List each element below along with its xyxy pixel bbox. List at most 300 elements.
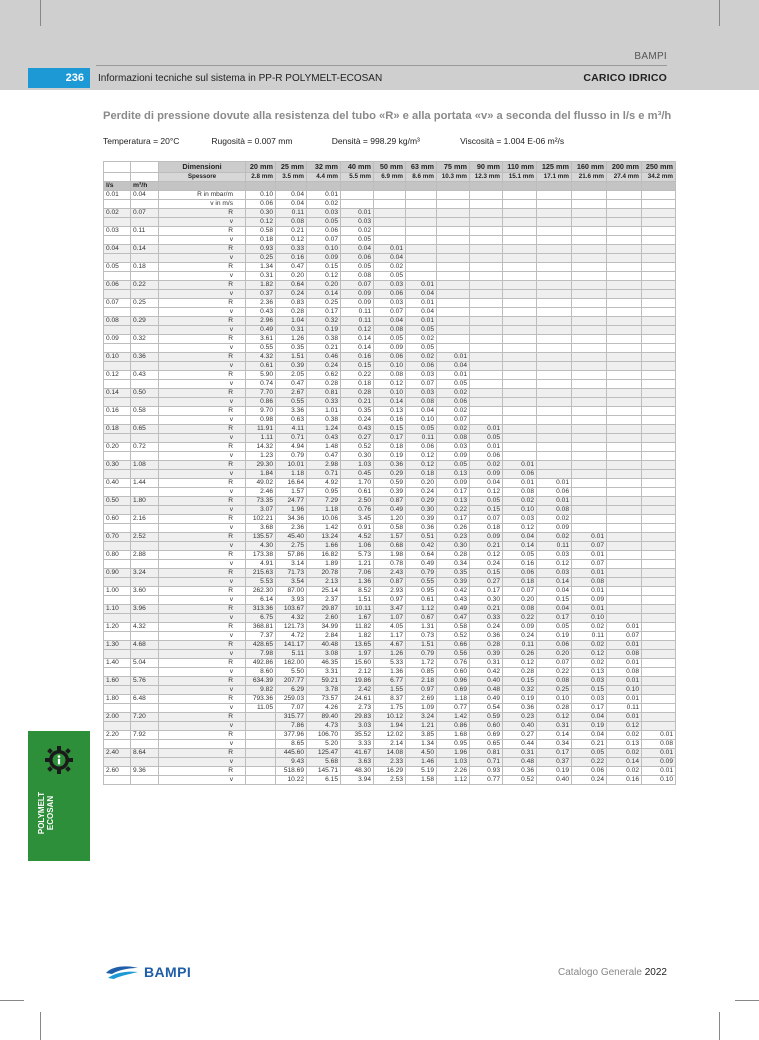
flow-m3h-cell: 0.36: [131, 353, 159, 362]
velocity-cell: 0.67: [406, 614, 437, 623]
resistance-cell: 0.87: [374, 497, 406, 506]
resistance-cell: 0.28: [437, 551, 470, 560]
flow-m3h-cell: [131, 632, 159, 641]
velocity-cell: 0.37: [246, 290, 276, 299]
resistance-cell: 0.24: [470, 623, 503, 632]
velocity-cell: 0.13: [572, 668, 607, 677]
flow-m3h-cell: [131, 524, 159, 533]
row-label-v: v: [159, 668, 246, 677]
row-label-v: v: [159, 344, 246, 353]
velocity-cell: 0.39: [276, 362, 307, 371]
flow-m3h-cell: 1.08: [131, 461, 159, 470]
resistance-cell: 207.77: [276, 677, 307, 686]
resistance-cell: 0.03: [537, 569, 572, 578]
velocity-cell: 0.24: [572, 776, 607, 785]
flow-ls-cell: [104, 344, 131, 353]
velocity-cell: [470, 344, 503, 353]
row-label-v: v: [159, 596, 246, 605]
velocity-cell: [642, 668, 676, 677]
flow-m3h-cell: 0.11: [131, 227, 159, 236]
velocity-cell: [642, 416, 676, 425]
velocity-cell: 5.11: [276, 650, 307, 659]
velocity-cell: 0.42: [470, 668, 503, 677]
velocity-cell: [607, 416, 642, 425]
velocity-cell: 0.47: [307, 452, 341, 461]
velocity-cell: 7.07: [276, 704, 307, 713]
resistance-cell: [537, 443, 572, 452]
flow-ls-cell: [104, 704, 131, 713]
resistance-cell: [572, 317, 607, 326]
velocity-cell: 1.12: [437, 776, 470, 785]
resistance-cell: [537, 461, 572, 470]
resistance-cell: 0.40: [470, 677, 503, 686]
velocity-cell: 0.17: [307, 308, 341, 317]
velocity-cell: [572, 506, 607, 515]
flow-m3h-cell: [131, 740, 159, 749]
resistance-cell: 1.26: [276, 335, 307, 344]
velocity-cell: 0.20: [276, 272, 307, 281]
velocity-cell: 0.21: [470, 542, 503, 551]
crop-mark: [719, 0, 720, 26]
velocity-cell: [537, 290, 572, 299]
velocity-cell: 2.73: [341, 704, 374, 713]
flow-ls-cell: 0.80: [104, 551, 131, 560]
velocity-cell: [607, 344, 642, 353]
velocity-cell: [642, 650, 676, 659]
velocity-cell: 1.42: [307, 524, 341, 533]
resistance-cell: [572, 371, 607, 380]
velocity-cell: 0.71: [307, 470, 341, 479]
velocity-cell: [572, 416, 607, 425]
resistance-cell: 106.70: [307, 731, 341, 740]
row-label-v: v: [159, 524, 246, 533]
velocity-cell: 0.22: [503, 614, 537, 623]
velocity-cell: 0.45: [341, 470, 374, 479]
velocity-cell: 1.51: [341, 596, 374, 605]
velocity-cell: 0.08: [406, 398, 437, 407]
velocity-cell: 0.11: [341, 308, 374, 317]
velocity-cell: 0.95: [307, 488, 341, 497]
resistance-cell: 1.51: [276, 353, 307, 362]
resistance-cell: [537, 281, 572, 290]
resistance-cell: 0.16: [341, 353, 374, 362]
velocity-cell: [572, 434, 607, 443]
velocity-cell: 0.71: [276, 434, 307, 443]
velocity-cell: 0.17: [572, 704, 607, 713]
resistance-cell: 0.02: [406, 335, 437, 344]
resistance-cell: 7.29: [307, 497, 341, 506]
velocity-cell: 0.68: [374, 542, 406, 551]
velocity-cell: [503, 380, 537, 389]
velocity-cell: 0.12: [307, 272, 341, 281]
dim-header: 110 mm: [503, 162, 537, 173]
velocity-cell: 0.16: [607, 776, 642, 785]
resistance-cell: [607, 479, 642, 488]
velocity-cell: [246, 722, 276, 731]
velocity-cell: [470, 200, 503, 209]
row-label-v: v: [159, 758, 246, 767]
velocity-cell: [503, 416, 537, 425]
resistance-cell: 8.52: [341, 587, 374, 596]
resistance-cell: [503, 425, 537, 434]
velocity-cell: 0.56: [437, 650, 470, 659]
resistance-cell: 518.69: [276, 767, 307, 776]
velocity-cell: 0.97: [374, 596, 406, 605]
units-header-fill: [470, 181, 503, 191]
velocity-cell: 4.73: [307, 722, 341, 731]
resistance-cell: 10.06: [307, 515, 341, 524]
velocity-cell: 2.33: [374, 758, 406, 767]
flow-m3h-cell: 0.72: [131, 443, 159, 452]
flow-ls-cell: [104, 560, 131, 569]
table-row: [104, 758, 676, 767]
flow-m3h-cell: 0.43: [131, 371, 159, 380]
velocity-cell: 0.09: [642, 758, 676, 767]
velocity-cell: 9.43: [276, 758, 307, 767]
velocity-cell: 0.15: [341, 362, 374, 371]
resistance-cell: [642, 425, 676, 434]
velocity-cell: 0.74: [246, 380, 276, 389]
flow-ls-cell: [104, 776, 131, 785]
velocity-cell: 0.65: [470, 740, 503, 749]
resistance-cell: [470, 353, 503, 362]
resistance-cell: [503, 299, 537, 308]
velocity-cell: 0.25: [246, 254, 276, 263]
flow-ls-cell: 0.40: [104, 479, 131, 488]
param-roughness: Rugosità = 0.007 mm: [211, 136, 293, 146]
resistance-cell: 0.13: [374, 407, 406, 416]
velocity-cell: 0.48: [503, 758, 537, 767]
resistance-cell: 4.32: [246, 353, 276, 362]
velocity-cell: 0.44: [503, 740, 537, 749]
resistance-cell: 0.35: [437, 569, 470, 578]
velocity-cell: 0.08: [607, 650, 642, 659]
velocity-cell: 0.11: [537, 542, 572, 551]
resistance-cell: [572, 407, 607, 416]
dim-header: 25 mm: [276, 162, 307, 173]
resistance-cell: 0.12: [406, 461, 437, 470]
velocity-cell: 0.12: [374, 380, 406, 389]
velocity-cell: 0.16: [503, 560, 537, 569]
velocity-cell: 1.96: [276, 506, 307, 515]
resistance-cell: 2.96: [246, 317, 276, 326]
section-label: CARICO IDRICO: [583, 72, 667, 84]
resistance-cell: [607, 335, 642, 344]
flow-ls-cell: 2.20: [104, 731, 131, 740]
row-label-r: R: [159, 749, 246, 758]
resistance-cell: 16.64: [276, 479, 307, 488]
resistance-cell: 0.31: [503, 749, 537, 758]
flow-ls-cell: 0.60: [104, 515, 131, 524]
resistance-cell: 0.66: [437, 641, 470, 650]
dim-header: 20 mm: [246, 162, 276, 173]
velocity-cell: [607, 380, 642, 389]
velocity-cell: 3.93: [276, 596, 307, 605]
resistance-cell: [537, 353, 572, 362]
resistance-cell: [607, 533, 642, 542]
velocity-cell: [406, 218, 437, 227]
table-row: [104, 362, 676, 371]
resistance-cell: 0.01: [503, 461, 537, 470]
resistance-cell: 2.93: [374, 587, 406, 596]
velocity-cell: [572, 344, 607, 353]
velocity-cell: 0.17: [437, 488, 470, 497]
resistance-cell: [572, 209, 607, 218]
resistance-cell: 0.21: [470, 605, 503, 614]
velocity-cell: 0.54: [470, 704, 503, 713]
velocity-cell: 0.60: [437, 668, 470, 677]
resistance-cell: 1.72: [406, 659, 437, 668]
velocity-cell: [572, 488, 607, 497]
velocity-cell: 2.75: [276, 542, 307, 551]
resistance-cell: 73.35: [246, 497, 276, 506]
velocity-cell: 0.21: [572, 740, 607, 749]
velocity-cell: 0.14: [307, 290, 341, 299]
units-header-fill: [341, 181, 374, 191]
resistance-cell: [607, 389, 642, 398]
resistance-cell: [572, 281, 607, 290]
velocity-cell: 6.75: [246, 614, 276, 623]
resistance-cell: [607, 281, 642, 290]
table-row: [104, 668, 676, 677]
resistance-cell: 0.03: [437, 443, 470, 452]
resistance-cell: 162.00: [276, 659, 307, 668]
velocity-cell: [642, 434, 676, 443]
table-row: [104, 605, 676, 614]
velocity-cell: [537, 218, 572, 227]
velocity-cell: 0.26: [503, 650, 537, 659]
resistance-cell: 0.03: [406, 389, 437, 398]
flow-m3h-cell: [131, 650, 159, 659]
resistance-cell: 0.81: [470, 749, 503, 758]
velocity-cell: 4.72: [276, 632, 307, 641]
velocity-cell: 0.09: [572, 596, 607, 605]
flow-ls-cell: 0.90: [104, 569, 131, 578]
velocity-cell: 0.40: [503, 722, 537, 731]
velocity-cell: 3.94: [341, 776, 374, 785]
resistance-cell: 0.01: [642, 749, 676, 758]
velocity-cell: [607, 308, 642, 317]
flow-m3h-cell: 2.52: [131, 533, 159, 542]
resistance-cell: [607, 587, 642, 596]
flow-m3h-cell: 5.76: [131, 677, 159, 686]
resistance-cell: 0.01: [642, 767, 676, 776]
resistance-cell: 0.02: [572, 623, 607, 632]
flow-ls-cell: [104, 290, 131, 299]
velocity-cell: [642, 704, 676, 713]
velocity-cell: 0.14: [374, 398, 406, 407]
row-label-r: R: [159, 551, 246, 560]
resistance-cell: [374, 191, 406, 200]
velocity-cell: [607, 290, 642, 299]
flow-ls-cell: [104, 650, 131, 659]
flow-ls-cell: [104, 308, 131, 317]
resistance-cell: 0.01: [437, 353, 470, 362]
resistance-cell: [246, 731, 276, 740]
resistance-cell: 0.21: [276, 227, 307, 236]
resistance-cell: 2.43: [374, 569, 406, 578]
units-header-fill: [572, 181, 607, 191]
row-label-v: v: [159, 506, 246, 515]
resistance-cell: 0.02: [607, 767, 642, 776]
velocity-cell: 0.14: [503, 542, 537, 551]
resistance-cell: 0.69: [470, 731, 503, 740]
resistance-cell: 0.17: [437, 515, 470, 524]
velocity-cell: [607, 236, 642, 245]
resistance-cell: [572, 335, 607, 344]
flow-m3h-cell: 3.60: [131, 587, 159, 596]
resistance-cell: 24.61: [341, 695, 374, 704]
resistance-cell: 0.02: [470, 461, 503, 470]
velocity-cell: 0.21: [307, 344, 341, 353]
table-row: [104, 407, 676, 416]
resistance-cell: 0.01: [307, 191, 341, 200]
crop-mark: [719, 1012, 720, 1040]
param-temperature: Temperatura = 20°C: [103, 136, 180, 146]
resistance-cell: 1.12: [406, 605, 437, 614]
resistance-cell: 0.09: [503, 623, 537, 632]
resistance-cell: 5.33: [374, 659, 406, 668]
row-label-v: v: [159, 650, 246, 659]
velocity-cell: 3.31: [307, 668, 341, 677]
velocity-cell: 0.79: [406, 650, 437, 659]
resistance-cell: 0.05: [572, 749, 607, 758]
resistance-cell: [470, 191, 503, 200]
resistance-cell: 0.13: [437, 497, 470, 506]
resistance-cell: 2.67: [276, 389, 307, 398]
velocity-cell: 0.40: [537, 776, 572, 785]
resistance-cell: 1.01: [307, 407, 341, 416]
row-label-v: v: [159, 398, 246, 407]
resistance-cell: [642, 335, 676, 344]
velocity-cell: [642, 470, 676, 479]
velocity-cell: 0.07: [374, 308, 406, 317]
resistance-cell: [503, 407, 537, 416]
resistance-cell: 0.03: [503, 515, 537, 524]
velocity-cell: [642, 452, 676, 461]
velocity-cell: 0.48: [470, 686, 503, 695]
row-label-r: R: [159, 263, 246, 272]
velocity-cell: [537, 200, 572, 209]
resistance-cell: [341, 191, 374, 200]
resistance-cell: [607, 443, 642, 452]
velocity-cell: 0.04: [406, 290, 437, 299]
resistance-cell: [642, 299, 676, 308]
gear-info-icon: [45, 744, 73, 774]
resistance-cell: 11.91: [246, 425, 276, 434]
velocity-cell: 0.55: [276, 398, 307, 407]
resistance-cell: [503, 335, 537, 344]
resistance-cell: 0.28: [341, 389, 374, 398]
velocity-cell: 0.60: [470, 722, 503, 731]
footer-logo-text: BAMPI: [144, 964, 192, 980]
crop-mark: [40, 0, 41, 26]
resistance-cell: [406, 227, 437, 236]
velocity-cell: 0.12: [341, 326, 374, 335]
side-tab-line1: POLYMELT: [37, 791, 46, 835]
velocity-cell: 1.11: [246, 434, 276, 443]
resistance-cell: [642, 245, 676, 254]
resistance-cell: 0.46: [307, 353, 341, 362]
velocity-cell: 0.15: [470, 506, 503, 515]
velocity-cell: [572, 290, 607, 299]
velocity-cell: 1.67: [341, 614, 374, 623]
resistance-cell: [470, 245, 503, 254]
resistance-cell: 46.35: [307, 659, 341, 668]
resistance-cell: 1.82: [246, 281, 276, 290]
resistance-cell: 102.21: [246, 515, 276, 524]
velocity-cell: [572, 362, 607, 371]
table-row: [104, 191, 676, 200]
row-label-r: R: [159, 659, 246, 668]
velocity-cell: 0.18: [246, 236, 276, 245]
velocity-cell: [572, 272, 607, 281]
resistance-cell: 0.02: [341, 227, 374, 236]
resistance-cell: 0.04: [572, 713, 607, 722]
flow-m3h-cell: [131, 326, 159, 335]
resistance-cell: 3.24: [406, 713, 437, 722]
resistance-cell: 2.36: [246, 299, 276, 308]
velocity-cell: 0.47: [437, 614, 470, 623]
table-row: [104, 749, 676, 758]
resistance-cell: [642, 641, 676, 650]
resistance-cell: [642, 317, 676, 326]
velocity-cell: [470, 290, 503, 299]
velocity-cell: 0.15: [537, 596, 572, 605]
resistance-cell: 0.01: [572, 533, 607, 542]
velocity-cell: 1.21: [341, 560, 374, 569]
velocity-cell: [572, 308, 607, 317]
velocity-cell: [572, 452, 607, 461]
flow-m3h-cell: 0.50: [131, 389, 159, 398]
table-row: [104, 767, 676, 776]
velocity-cell: 0.08: [607, 668, 642, 677]
dimensions-header-row: [104, 162, 676, 173]
units-header-fill: [642, 181, 676, 191]
velocity-cell: 1.26: [374, 650, 406, 659]
resistance-cell: [503, 371, 537, 380]
resistance-cell: 0.28: [470, 641, 503, 650]
crop-mark: [735, 1000, 759, 1001]
row-label-v: v: [159, 614, 246, 623]
velocity-cell: [503, 236, 537, 245]
velocity-cell: 0.77: [437, 704, 470, 713]
flow-ls-cell: [104, 596, 131, 605]
velocity-cell: 0.06: [341, 254, 374, 263]
units-header-fill: [374, 181, 406, 191]
velocity-cell: 0.30: [437, 542, 470, 551]
resistance-cell: 0.30: [246, 209, 276, 218]
resistance-cell: [470, 371, 503, 380]
resistance-cell: [607, 353, 642, 362]
resistance-cell: 0.03: [572, 677, 607, 686]
resistance-cell: [642, 371, 676, 380]
resistance-cell: 8.37: [374, 695, 406, 704]
table-row: [104, 272, 676, 281]
velocity-cell: [607, 614, 642, 623]
velocity-cell: 0.04: [276, 200, 307, 209]
velocity-cell: 1.03: [437, 758, 470, 767]
table-row: [104, 416, 676, 425]
table-row: [104, 335, 676, 344]
velocity-cell: [537, 254, 572, 263]
resistance-cell: 4.67: [374, 641, 406, 650]
velocity-cell: 0.55: [406, 578, 437, 587]
velocity-cell: 7.86: [276, 722, 307, 731]
flow-ls-cell: [104, 578, 131, 587]
resistance-cell: 0.02: [437, 389, 470, 398]
velocity-cell: 0.52: [503, 776, 537, 785]
